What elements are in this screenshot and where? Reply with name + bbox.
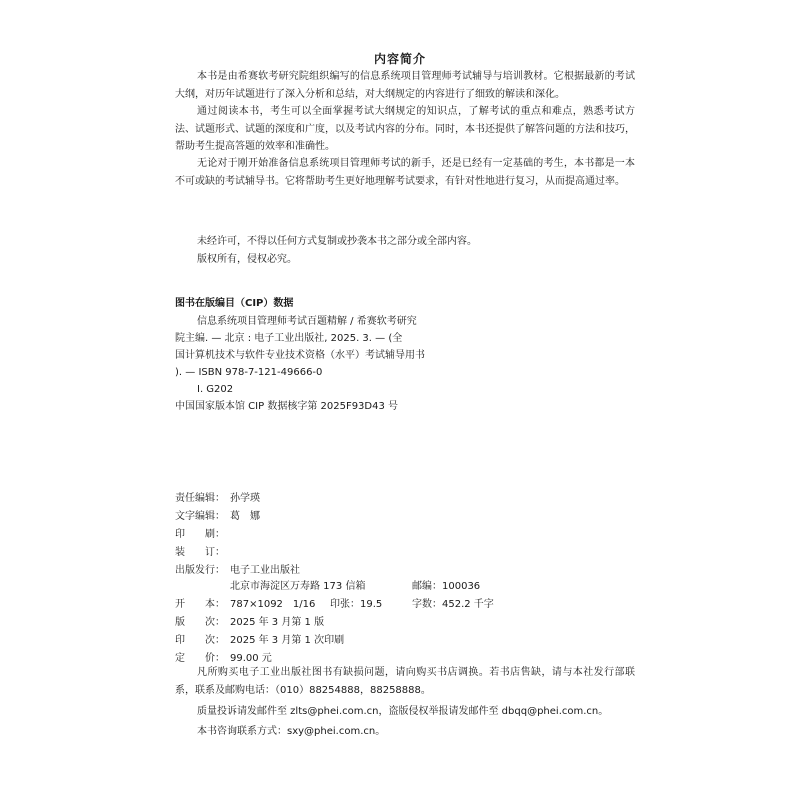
colophon-binding	[175, 546, 230, 560]
colophon-publisher	[175, 564, 300, 578]
cip-heading: 图书在版编目（CIP）数据	[175, 298, 294, 309]
postcode-value: 100036	[442, 581, 481, 592]
print-label: 印 刷：	[175, 529, 225, 540]
postcode-label: 邮编：	[412, 581, 442, 592]
colophon-format	[175, 598, 315, 612]
cip-line: 院主编. — 北京 : 电子工业出版社, 2025. 3. — (全	[175, 333, 403, 344]
word-count	[412, 598, 494, 612]
intro-paragraph-3: 无论对于刚开始准备信息系统项目管理师考试的新手，还是已经有一定基础的考生，本书都是一本不可或缺的考试辅导书。它将帮助考生更好地理解考试要求，有针对性地进行复习，从而提高通过率。	[175, 158, 635, 187]
colophon-editor	[175, 492, 260, 506]
cip-line: 中国国家版本馆 CIP 数据核字第 2025F93D43 号	[175, 401, 399, 412]
postcode	[412, 580, 480, 594]
publisher-label: 出版发行：	[175, 565, 225, 576]
sheets-label: 印张：	[330, 599, 360, 610]
editor-value: 孙学瑛	[230, 493, 260, 504]
colophon-edition	[175, 616, 324, 630]
format-value: 787×1092 1/16	[230, 599, 316, 610]
format-label: 开 本：	[175, 599, 225, 610]
cip-line: 国计算机技术与软件专业技术资格（水平）考试辅导用书	[175, 350, 425, 361]
sheets	[330, 598, 382, 612]
editor-label: 责任编辑：	[175, 493, 225, 504]
words-value: 452.2 千字	[442, 599, 494, 610]
copyright-notice: 未经许可，不得以任何方式复制或抄袭本书之部分或全部内容。	[197, 236, 477, 247]
edition-value: 2025 年 3 月第 1 版	[230, 617, 325, 628]
rights-reserved: 版权所有，侵权必究。	[197, 254, 297, 265]
binding-label: 装 订：	[175, 547, 225, 558]
cip-line: 信息系统项目管理师考试百题精解 / 希赛软考研究	[197, 316, 417, 327]
intro-paragraph-2: 通过阅读本书，考生可以全面掌握考试大纲规定的知识点，了解考试的重点和难点，熟悉考试方法、试题形式、试题的深度和广度，以及考试内容的分布。同时，本书还提供了解答问题的方法和技巧，帮助考生提高答题的效率和准确性。	[175, 106, 635, 152]
cip-line: Ⅰ. G202	[197, 384, 234, 395]
sheets-value: 19.5	[360, 599, 383, 610]
price-label: 定 价：	[175, 653, 225, 664]
price-value: 99.00 元	[230, 653, 272, 664]
text-editor-value: 葛 娜	[230, 511, 260, 522]
impression-value: 2025 年 3 月第 1 次印刷	[230, 635, 345, 646]
notice-complaint: 质量投诉请发邮件至 zlts@phei.com.cn，盗版侵权举报请发邮件至 dbqq@phei.com.cn。	[197, 706, 609, 717]
text-editor-label: 文字编辑：	[175, 511, 225, 522]
colophon-text-editor	[175, 510, 260, 524]
page-title: 内容简介	[373, 52, 426, 66]
publisher-value: 电子工业出版社	[230, 565, 300, 576]
cip-line: ). — ISBN 978-7-121-49666-0	[175, 367, 323, 378]
impression-label: 印 次：	[175, 635, 225, 646]
notice-purchase: 凡所购买电子工业出版社图书有缺损问题，请向购买书店调换。若书店售缺，请与本社发行部联系，联系及邮购电话：（010）88254888，88258888。	[175, 667, 635, 696]
words-label: 字数：	[412, 599, 442, 610]
intro-paragraph-1: 本书是由希赛软考研究院组织编写的信息系统项目管理师考试辅导与培训教材。它根据最新的考试大纲，对历年试题进行了深入分析和总结，对大纲规定的内容进行了细致的解读和深化。	[175, 71, 635, 100]
colophon-printer	[175, 528, 230, 542]
colophon-impression	[175, 634, 344, 648]
notice-contact: 本书咨询联系方式：sxy@phei.com.cn。	[197, 726, 386, 737]
edition-label: 版 次：	[175, 617, 225, 628]
publisher-address: 北京市海淀区万寿路 173 信箱	[230, 581, 366, 592]
